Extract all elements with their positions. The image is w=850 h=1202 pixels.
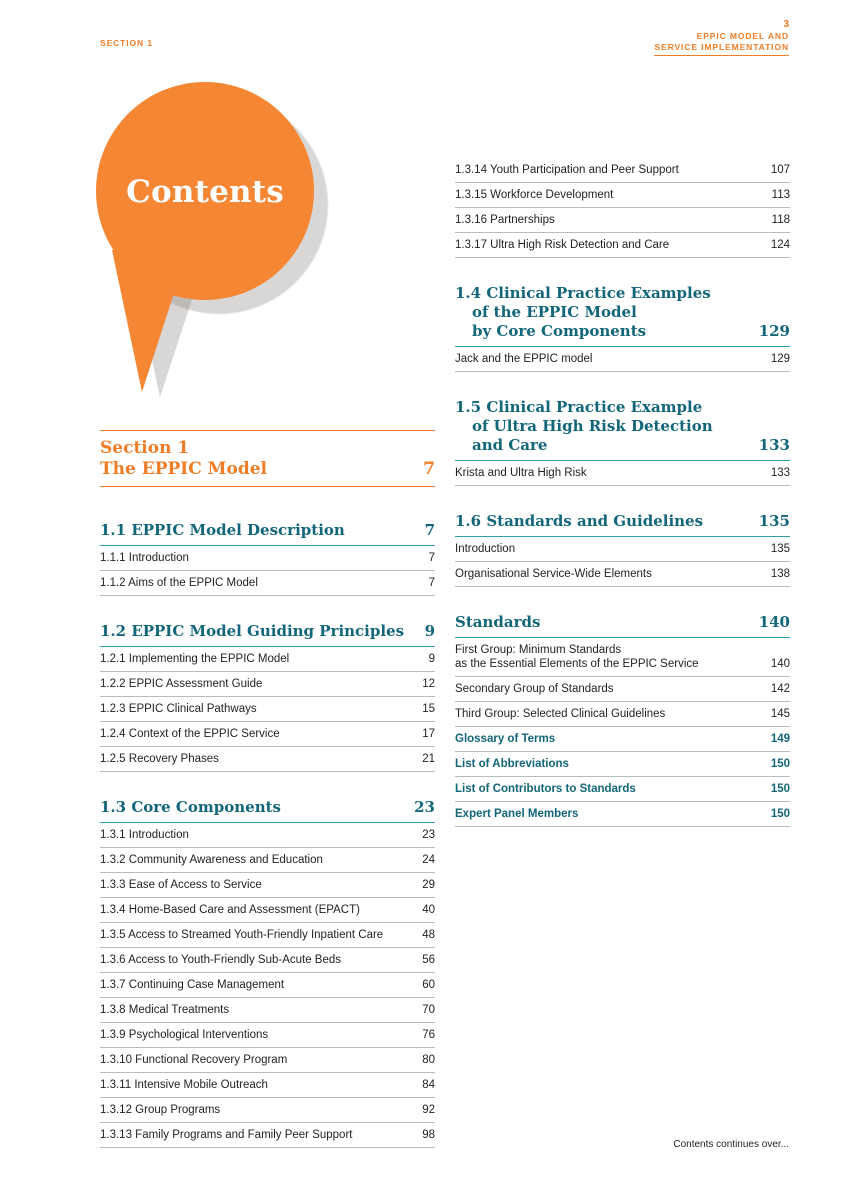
chapter-title-line2: of the EPPIC Model [472,303,637,321]
toc-entry[interactable] [100,1023,435,1048]
chapter-title-line1: Standards [455,613,541,631]
toc-entry-label: Expert Panel Members [455,808,579,820]
toc-entry-page: 129 [770,353,790,365]
chapter-heading-1-5[interactable] [455,398,790,461]
toc-entry-page: 138 [770,568,790,580]
toc-entry-page: 142 [770,683,790,695]
toc-entry[interactable] [455,233,790,258]
toc-entry-label: 1.3.4 Home-Based Care and Assessment (EPACT) [100,904,360,916]
toc-entry-label: 1.3.11 Intensive Mobile Outreach [100,1079,268,1091]
toc-entry-label: 1.1.1 Introduction [100,552,189,564]
toc-entry-page: 133 [770,467,790,479]
toc-entry-page: 15 [422,703,435,715]
toc-entry-label: Organisational Service-Wide Elements [455,568,652,580]
toc-entry-label: 1.3.1 Introduction [100,829,189,841]
toc-entry-label: Jack and the EPPIC model [455,353,593,365]
chapter-heading-1-4[interactable] [455,284,790,347]
toc-entry-page: 113 [771,189,790,201]
toc-entry-glossary[interactable] [455,727,790,752]
toc-entry[interactable] [455,347,790,372]
chapter-heading-1-3[interactable] [100,798,435,823]
toc-entry-label: Secondary Group of Standards [455,683,614,695]
chapter-title-line1: 1.4 Clinical Practice Examples [455,284,711,302]
toc-left-column [100,430,435,1148]
toc-entry-label: Third Group: Selected Clinical Guidelines [455,708,666,720]
toc-entry-page: 140 [770,658,790,670]
toc-entry-label: 1.3.5 Access to Streamed Youth-Friendly Inpatient Care [100,929,384,941]
toc-entry-label: 1.3.2 Community Awareness and Education [100,854,323,866]
contents-continues-note: Contents continues over... [673,1139,789,1150]
toc-entry[interactable] [100,546,435,571]
toc-entry[interactable] [100,647,435,672]
chapter-title-line3: and Care [472,436,548,454]
toc-entry[interactable] [100,571,435,596]
toc-entry[interactable] [100,823,435,848]
toc-entry-label: 1.3.15 Workforce Development [455,189,614,201]
toc-entry-label: 1.3.7 Continuing Case Management [100,979,285,991]
spacer [455,486,790,512]
toc-entry[interactable] [455,461,790,486]
section-heading-block[interactable] [100,430,435,487]
toc-entry-page: 21 [422,753,435,765]
chapter-heading-1-2[interactable] [100,622,435,647]
toc-entry-page: 24 [422,854,435,866]
toc-entry[interactable] [100,998,435,1023]
chapter-page: 133 [758,436,790,454]
toc-entry-page: 149 [770,733,790,745]
toc-entry-label: 1.3.9 Psychological Interventions [100,1029,269,1041]
chapter-page: 9 [424,622,435,640]
chapter-title-line1: 1.5 Clinical Practice Example [455,398,703,416]
toc-entry[interactable] [455,562,790,587]
toc-entry-label: 1.2.5 Recovery Phases [100,753,219,765]
toc-entry-label: 1.2.1 Implementing the EPPIC Model [100,653,290,665]
section-heading-page: 7 [423,459,435,479]
toc-entry-page: 48 [422,929,435,941]
spacer [455,258,790,284]
toc-entry[interactable] [455,208,790,233]
toc-entry[interactable] [100,1123,435,1148]
toc-entry-page: 80 [422,1054,435,1066]
toc-entry-page: 60 [422,979,435,991]
chapter-title: 1.2 EPPIC Model Guiding Principles [100,622,405,640]
toc-entry-label: 1.3.12 Group Programs [100,1104,221,1116]
section-heading[interactable] [100,438,435,487]
toc-entry[interactable] [455,183,790,208]
spacer [455,372,790,398]
toc-entry[interactable] [455,638,790,677]
spacer [455,587,790,613]
toc-entry-page: 7 [428,577,435,589]
toc-entry-label-line1: First Group: Minimum Standards [455,644,622,656]
toc-entry-page: 70 [422,1004,435,1016]
toc-entry-label: 1.3.8 Medical Treatments [100,1004,230,1016]
header-right-block [489,18,789,56]
chapter-page: 135 [758,512,790,530]
header-document-title [654,31,789,56]
toc-entry[interactable] [455,677,790,702]
toc-entry-page: 98 [422,1129,435,1141]
chapter-page: 23 [414,798,435,816]
chapter-heading-1-6[interactable] [455,512,790,537]
toc-entry[interactable] [100,923,435,948]
toc-entry[interactable] [100,948,435,973]
toc-entry[interactable] [455,702,790,727]
toc-entry-label: 1.3.3 Ease of Access to Service [100,879,262,891]
contents-speech-bubble [96,82,356,412]
toc-entry-label: List of Abbreviations [455,758,569,770]
section-heading-line1: Section 1 [100,438,190,458]
toc-entry-page: 107 [770,164,790,176]
toc-entry-page: 76 [422,1029,435,1041]
toc-entry[interactable] [100,1098,435,1123]
chapter-title-line2: of Ultra High Risk Detection [472,417,713,435]
toc-entry-page: 145 [770,708,790,720]
toc-entry-page: 150 [770,783,790,795]
toc-entry-label: 1.2.2 EPPIC Assessment Guide [100,678,263,690]
toc-entry-label: 1.2.3 EPPIC Clinical Pathways [100,703,257,715]
toc-entry[interactable] [100,722,435,747]
toc-entry-label-line2: as the Essential Elements of the EPPIC Service [455,658,699,670]
toc-entry-page: 150 [770,808,790,820]
chapter-page: 129 [758,322,790,340]
toc-entry-label: 1.3.14 Youth Participation and Peer Support [455,164,679,176]
toc-entry[interactable] [100,873,435,898]
toc-entry[interactable] [100,1048,435,1073]
chapter-heading-1-1[interactable] [100,521,435,546]
toc-entry-page: 150 [770,758,790,770]
header-title-line1: EPPIC MODEL AND [696,31,789,41]
toc-entry-label: List of Contributors to Standards [455,783,636,795]
toc-entry-label: Introduction [455,543,516,555]
toc-entry-label: 1.3.10 Functional Recovery Program [100,1054,288,1066]
toc-entry-label: Glossary of Terms [455,733,556,745]
toc-entry-label: 1.2.4 Context of the EPPIC Service [100,728,280,740]
chapter-page: 7 [424,521,435,539]
spacer [100,487,435,521]
toc-entry-page: 56 [422,954,435,966]
toc-entry-page: 17 [422,728,435,740]
toc-entry-page: 23 [422,829,435,841]
contents-title: Contents [126,174,284,210]
toc-entry-label: 1.3.16 Partnerships [455,214,555,226]
toc-entry-contributors[interactable] [455,777,790,802]
chapter-page: 140 [758,613,790,631]
header-section-label: SECTION 1 [100,38,153,48]
toc-entry-page: 9 [428,653,435,665]
toc-entry-label: 1.1.2 Aims of the EPPIC Model [100,577,258,589]
toc-entry-page: 12 [422,678,435,690]
toc-entry-expert-panel[interactable] [455,802,790,827]
spacer [100,596,435,622]
section-heading-line2: The EPPIC Model [100,459,267,479]
toc-entry[interactable] [100,697,435,722]
toc-entry[interactable] [100,747,435,772]
toc-entry-abbreviations[interactable] [455,752,790,777]
chapter-heading-standards[interactable] [455,613,790,638]
toc-entry[interactable] [100,973,435,998]
chapter-title: 1.3 Core Components [100,798,281,816]
toc-entry-label: Krista and Ultra High Risk [455,467,587,479]
header-title-line2: SERVICE IMPLEMENTATION [654,42,789,52]
toc-entry-page: 40 [422,904,435,916]
toc-entry-page: 118 [771,214,790,226]
toc-entry[interactable] [455,158,790,183]
toc-entry-page: 124 [770,239,790,251]
toc-entry-label: 1.3.17 Ultra High Risk Detection and Care [455,239,670,251]
header-page-number: 3 [783,19,789,30]
toc-entry-page: 7 [428,552,435,564]
toc-entry[interactable] [100,898,435,923]
toc-entry-page: 29 [422,879,435,891]
toc-entry-page: 84 [422,1079,435,1091]
toc-right-column [455,158,790,827]
toc-entry-page: 92 [422,1104,435,1116]
chapter-title-line3: by Core Components [472,322,647,340]
spacer [100,772,435,798]
chapter-title: 1.1 EPPIC Model Description [100,521,345,539]
toc-entry[interactable] [100,848,435,873]
toc-entry-label: 1.3.13 Family Programs and Family Peer Support [100,1129,353,1141]
toc-entry[interactable] [100,1073,435,1098]
toc-entry-page: 135 [770,543,790,555]
toc-entry[interactable] [455,537,790,562]
chapter-title-line1: 1.6 Standards and Guidelines [455,512,704,530]
toc-entry-label: 1.3.6 Access to Youth-Friendly Sub-Acute Beds [100,954,342,966]
toc-entry[interactable] [100,672,435,697]
section-rule-top [100,430,435,431]
